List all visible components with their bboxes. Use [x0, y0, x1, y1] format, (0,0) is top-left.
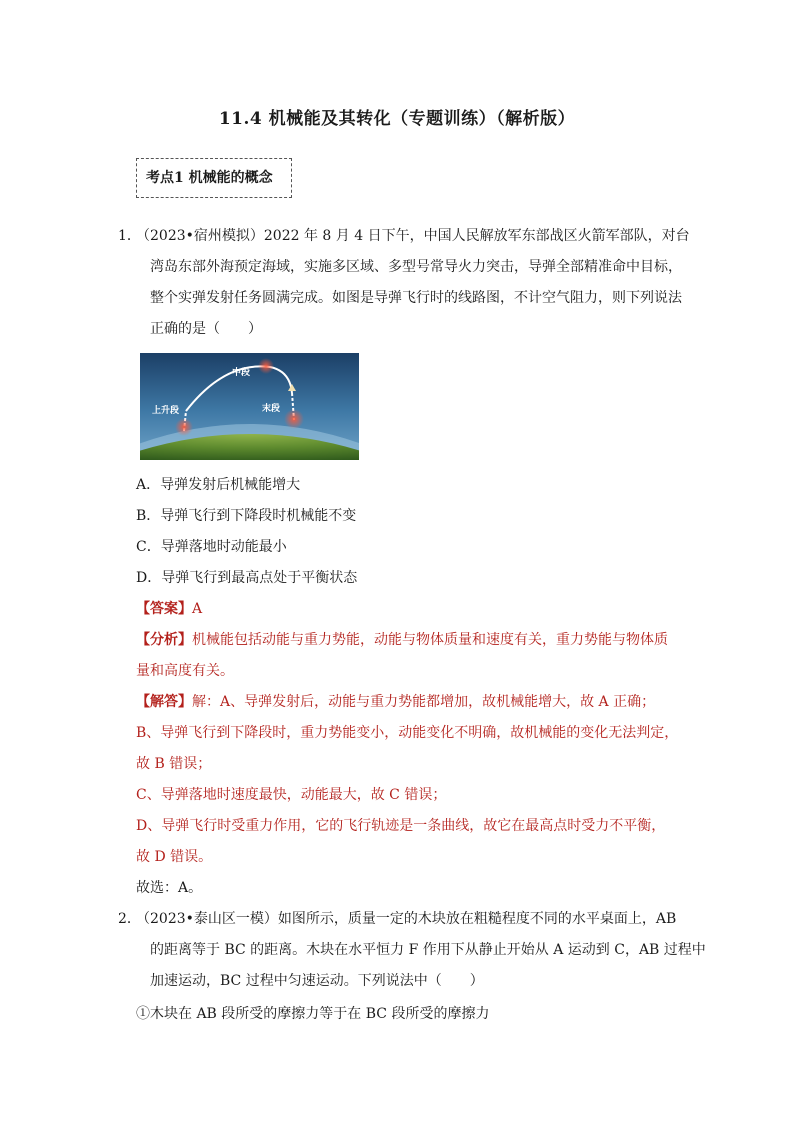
label-mid: 中段: [232, 368, 251, 378]
q1-analysis-line2: 量和高度有关。: [136, 663, 234, 679]
q1-option-d: D．导弹飞行到最高点处于平衡状态: [136, 570, 358, 586]
q1-option-c: C．导弹落地时动能最小: [136, 539, 287, 555]
q1-option-a: A．导弹发射后机械能增大: [136, 477, 301, 493]
q1-solution-line1: [136, 687, 655, 718]
analysis-tag: 【分析】: [136, 632, 192, 648]
page-title: 11.4 机械能及其转化（专题训练）（解析版）: [218, 109, 576, 129]
q2-number: 2．: [118, 911, 141, 927]
q2-stem-line1: （2023•泰山区一模）如图所示，质量一定的木块放在粗糙程度不同的水平桌面上，AB: [136, 911, 677, 927]
answer-value: A: [192, 601, 203, 617]
q1-analysis-line1: [136, 625, 668, 656]
q1-stem-line2: 湾岛东部外海预定海域，实施多区域、多型号常导火力突击，导弹全部精准命中目标，: [150, 259, 682, 275]
q1-option-b: B．导弹飞行到下降段时机械能不变: [136, 508, 357, 524]
q1-answer: [136, 594, 202, 625]
missile-trajectory-figure: [140, 353, 359, 460]
solution-tag: 【解答】: [136, 694, 192, 710]
answer-tag: 【答案】: [136, 601, 192, 617]
q2-statement-1: ①木块在 AB 段所受的摩擦力等于在 BC 段所受的摩擦力: [136, 1006, 490, 1022]
q2-stem-line3: 加速运动，BC 过程中匀速运动。下列说法中（ ）: [150, 973, 484, 989]
q1-solution-b1: B、导弹飞行到下降段时，重力势能变小，动能变化不明确，故机械能的变化无法判定，: [136, 725, 679, 741]
label-end: 末段: [262, 404, 281, 414]
analysis-text1: 机械能包括动能与重力势能，动能与物体质量和速度有关，重力势能与物体质: [192, 632, 668, 648]
q1-stem-line4: 正确的是（ ）: [150, 321, 262, 337]
q1-solution-d1: D、导弹飞行时受重力作用，它的飞行轨迹是一条曲线，故它在最高点时受力不平衡，: [136, 818, 666, 834]
q1-solution-c: C、导弹落地时速度最快，动能最大，故 C 错误；: [136, 787, 447, 803]
solution-text1: 解：A、导弹发射后，动能与重力势能都增加，故机械能增大，故 A 正确；: [192, 694, 656, 710]
q1-choose: 故选：A。: [136, 880, 203, 896]
q1-number: 1．: [118, 228, 141, 244]
q1-stem-line3: 整个实弹发射任务圆满完成。如图是导弹飞行时的线路图，不计空气阻力，则下列说法: [150, 290, 682, 306]
kaodian-box: 考点1 机械能的概念: [136, 158, 292, 198]
label-up: 上升段: [152, 406, 180, 416]
q1-solution-b2: 故 B 错误；: [136, 756, 212, 772]
q2-stem-line2: 的距离等于 BC 的距离。木块在水平恒力 F 作用下从静止开始从 A 运动到 C，AB 过程中: [150, 942, 706, 958]
q1-stem-line1: （2023•宿州模拟）2022 年 8 月 4 日下午，中国人民解放军东部战区火箭军部队，对台: [136, 228, 690, 244]
q1-solution-d2: 故 D 错误。: [136, 849, 213, 865]
